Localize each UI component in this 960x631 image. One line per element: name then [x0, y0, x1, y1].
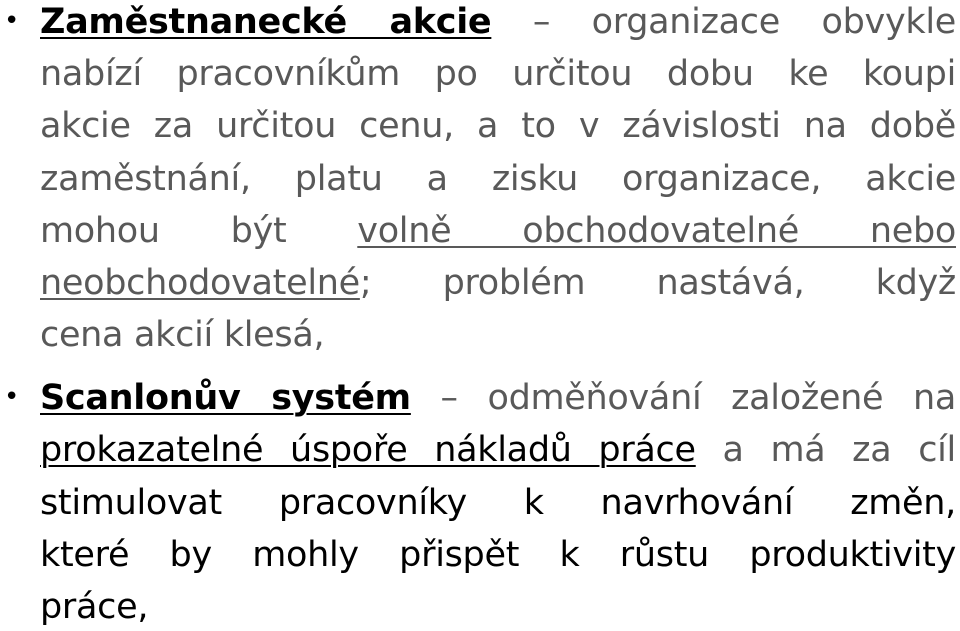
term-tradable-underlined: volně obchodovatelné nebo	[357, 211, 956, 251]
bullet-2-line-1-text: – odměňování založené na	[410, 378, 956, 418]
bullet-1-line-3	[40, 104, 956, 148]
bullet-2-line-5-text: práce,	[40, 587, 149, 627]
bullet-2-line-3-text: stimulovat pracovníky k navrhování změn,	[40, 483, 956, 523]
bullet-1-line-7-text: cena akcií klesá,	[40, 315, 325, 355]
bullet-2-line-3	[40, 481, 956, 525]
bullet-1-line-5	[40, 209, 956, 253]
bullet-1-line-2-text: nabízí pracovníkům po určitou dobu ke koupi	[40, 54, 956, 94]
bullet-1-line-4-text: zaměstnání, platu a zisku organizace, akcie	[40, 159, 956, 199]
bullet-2-line-1	[40, 376, 956, 420]
bullet-2-line-5	[40, 585, 956, 629]
bullet-1-line-3-text: akcie za určitou cenu, a to v závislosti na době	[40, 106, 956, 146]
bullet-1-line-6-text: ; problém nastává, když	[359, 263, 956, 303]
term-cost-savings-underlined: prokazatelné úspoře nákladů práce	[40, 430, 696, 470]
bullet-1-line-7	[40, 313, 956, 357]
term-non-tradable-underlined: neobchodovatelné	[40, 263, 360, 303]
bullet-2-line-2	[40, 428, 956, 472]
bullet-point-2: •	[4, 382, 20, 412]
bullet-1-line-1-text: – organizace obvykle	[491, 2, 957, 42]
bullet-1-line-5-text: mohou být	[40, 211, 358, 251]
bullet-1-line-1	[40, 0, 956, 44]
term-scanlon-system: Scanlonův systém	[40, 378, 411, 418]
term-employee-shares: Zaměstnanecké akcie	[40, 2, 492, 42]
bullet-point-1: •	[4, 6, 20, 36]
bullet-1-line-4	[40, 157, 956, 201]
bullet-1-line-6	[40, 261, 956, 305]
bullet-2-line-2-text: a má za cíl	[695, 430, 956, 470]
bullet-2-line-4	[40, 533, 956, 577]
bullet-2-line-4-text: které by mohly přispět k růstu produktivity	[40, 535, 956, 575]
bullet-1-line-2	[40, 52, 956, 96]
